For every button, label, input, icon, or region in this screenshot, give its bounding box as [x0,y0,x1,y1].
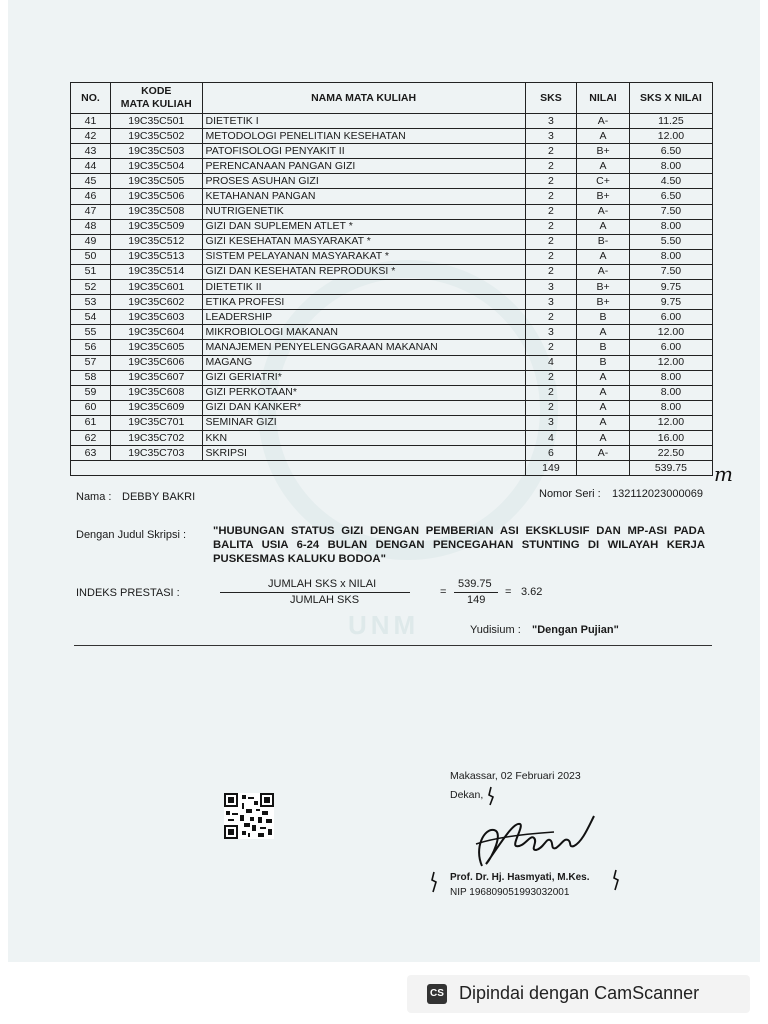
cell-sks-x-nilai: 12.00 [629,415,712,430]
ip-label: INDEKS PRESTASI : [76,587,180,599]
cell-sks-x-nilai: 6.50 [629,189,712,204]
cell-kode: 19C35C512 [110,234,202,249]
cell-no: 48 [71,219,111,234]
cell-sks: 2 [525,400,577,415]
cell-nama: METODOLOGI PENELITIAN KESEHATAN [202,129,525,144]
cell-nama: NUTRIGENETIK [202,204,525,219]
cell-no: 56 [71,340,111,355]
cell-no: 57 [71,355,111,370]
paraf-mark-3 [610,868,622,892]
ip-equals-2: = [505,586,512,598]
table-row [71,204,713,219]
table-row [71,159,713,174]
table-row [71,310,713,325]
cell-nama: PERENCANAAN PANGAN GIZI [202,159,525,174]
cell-nilai: A- [577,204,630,219]
header-no: NO. [71,83,111,114]
cell-kode: 19C35C513 [110,249,202,264]
cell-kode: 19C35C509 [110,219,202,234]
cell-kode: 19C35C607 [110,370,202,385]
cell-no: 58 [71,370,111,385]
cell-sks-x-nilai: 8.00 [629,249,712,264]
cell-sks: 2 [525,144,577,159]
cell-nama: GIZI DAN KANKER* [202,400,525,415]
dean-role: Dekan, [450,789,484,801]
cell-sks-x-nilai: 12.00 [629,129,712,144]
dean-signature [464,808,604,872]
place-date: Makassar, 02 Februari 2023 [450,770,581,782]
separator-line [74,645,712,646]
table-row [71,340,713,355]
cell-kode: 19C35C504 [110,159,202,174]
cell-kode: 19C35C608 [110,385,202,400]
header-kode-line1: KODE [141,85,172,97]
cell-nama: PATOFISOLOGI PENYAKIT II [202,144,525,159]
ip-denominator-label: JUMLAH SKS [290,594,360,606]
cell-nama: GIZI KESEHATAN MASYARAKAT * [202,234,525,249]
cell-sks: 3 [525,325,577,340]
cell-kode: 19C35C604 [110,325,202,340]
cell-no: 54 [71,310,111,325]
cell-sks-x-nilai: 5.50 [629,234,712,249]
cell-nama: LEADERSHIP [202,310,525,325]
cell-no: 61 [71,415,111,430]
cell-sks: 2 [525,249,577,264]
header-sks-x-nilai: SKS X NILAI [629,83,712,114]
cell-no: 46 [71,189,111,204]
cell-no: 55 [71,325,111,340]
thesis-label: Dengan Judul Skripsi : [76,529,187,541]
table-header-row [71,83,713,114]
cell-sks-x-nilai: 11.25 [629,114,712,129]
table-row [71,129,713,144]
camscanner-label: Dipindai dengan CamScanner [459,983,700,1003]
cell-nama: ETIKA PROFESI [202,295,525,310]
cell-kode: 19C35C701 [110,415,202,430]
cell-nama: SKRIPSI [202,446,525,461]
cell-sks-x-nilai: 4.50 [629,174,712,189]
cell-sks: 2 [525,219,577,234]
cell-no: 44 [71,159,111,174]
table-row [71,385,713,400]
dean-name: Prof. Dr. Hj. Hasmyati, M.Kes. [450,872,590,883]
paraf-mark-1 [485,785,497,807]
cell-sks: 2 [525,189,577,204]
paraf-mark-2 [428,870,440,894]
thesis-title: "HUBUNGAN STATUS GIZI DENGAN PEMBERIAN ASI EKSKLUSIF DAN MP-ASI PADA BALITA USIA 6-24 BULAN DENGAN PENCEGAHAN STUNTING DI WILAYAH KERJA PUSKESMAS KALUKU BODOA" [213,525,705,565]
total-sks-x-nilai: 539.75 [629,461,712,476]
cell-nilai: A [577,219,630,234]
cell-no: 51 [71,264,111,279]
cell-sks-x-nilai: 9.75 [629,295,712,310]
cell-no: 41 [71,114,111,129]
cell-sks: 3 [525,295,577,310]
cell-sks: 2 [525,370,577,385]
cell-sks: 2 [525,159,577,174]
cell-nilai: C+ [577,174,630,189]
cell-sks-x-nilai: 6.00 [629,340,712,355]
yudisium-value: "Dengan Pujian" [532,624,619,636]
table-row [71,295,713,310]
cell-sks: 2 [525,174,577,189]
table-row [71,430,713,445]
grades-table [70,82,713,476]
cell-kode: 19C35C603 [110,310,202,325]
cell-sks: 2 [525,204,577,219]
cell-no: 43 [71,144,111,159]
cell-kode: 19C35C602 [110,295,202,310]
table-total-row [71,461,713,476]
cell-kode: 19C35C703 [110,446,202,461]
cell-nilai: A- [577,446,630,461]
cell-sks-x-nilai: 6.00 [629,310,712,325]
header-nilai: NILAI [577,83,630,114]
cell-kode: 19C35C501 [110,114,202,129]
table-row [71,325,713,340]
cell-nilai: A [577,325,630,340]
table-row [71,264,713,279]
cell-nilai: B+ [577,189,630,204]
total-nilai-blank [577,461,630,476]
cell-no: 52 [71,280,111,295]
serial-label: Nomor Seri : [539,488,601,500]
cell-nilai: B [577,310,630,325]
serial-number: 132112023000069 [612,488,703,500]
cell-no: 45 [71,174,111,189]
cell-kode: 19C35C502 [110,129,202,144]
table-row [71,446,713,461]
cell-sks: 2 [525,234,577,249]
cell-nilai: A [577,159,630,174]
watermark-text: UNM [348,610,420,640]
camscanner-badge [407,975,750,1013]
student-name: DEBBY BAKRI [122,491,196,503]
table-row [71,219,713,234]
table-row [71,355,713,370]
total-sks: 149 [525,461,577,476]
cell-nilai: B- [577,234,630,249]
cell-nama: DIETETIK II [202,280,525,295]
cell-sks-x-nilai: 8.00 [629,385,712,400]
cell-sks-x-nilai: 12.00 [629,325,712,340]
cell-kode: 19C35C702 [110,430,202,445]
cell-nama: MIKROBIOLOGI MAKANAN [202,325,525,340]
cell-sks: 3 [525,114,577,129]
cell-kode: 19C35C503 [110,144,202,159]
cell-sks: 2 [525,385,577,400]
total-blank-cell [71,461,526,476]
cell-no: 42 [71,129,111,144]
cell-nama: SEMINAR GIZI [202,415,525,430]
cell-kode: 19C35C601 [110,280,202,295]
cell-sks: 3 [525,129,577,144]
cell-kode: 19C35C505 [110,174,202,189]
table-row [71,189,713,204]
cell-no: 63 [71,446,111,461]
student-name-label: Nama : [76,491,112,503]
cell-nama: KKN [202,430,525,445]
cell-nilai: A- [577,114,630,129]
cell-sks: 4 [525,355,577,370]
cell-nilai: A- [577,264,630,279]
cell-sks-x-nilai: 7.50 [629,204,712,219]
cell-nilai: A [577,370,630,385]
cell-sks-x-nilai: 22.50 [629,446,712,461]
cell-sks-x-nilai: 8.00 [629,370,712,385]
table-row [71,370,713,385]
cell-sks-x-nilai: 8.00 [629,400,712,415]
cell-kode: 19C35C514 [110,264,202,279]
cell-sks-x-nilai: 8.00 [629,219,712,234]
cell-kode: 19C35C609 [110,400,202,415]
table-row [71,174,713,189]
header-nama: NAMA MATA KULIAH [202,83,525,114]
cell-no: 49 [71,234,111,249]
cell-nama: GIZI DAN KESEHATAN REPRODUKSI * [202,264,525,279]
table-row [71,400,713,415]
cell-sks-x-nilai: 6.50 [629,144,712,159]
cell-nilai: A [577,430,630,445]
cell-kode: 19C35C508 [110,204,202,219]
ip-equals-1: = [440,586,447,598]
cell-kode: 19C35C506 [110,189,202,204]
margin-initial-mark: m [714,462,733,486]
cell-nama: MANAJEMEN PENYELENGGARAAN MAKANAN [202,340,525,355]
table-row [71,234,713,249]
cell-nama: SISTEM PELAYANAN MASYARAKAT * [202,249,525,264]
cell-no: 50 [71,249,111,264]
cell-sks-x-nilai: 9.75 [629,280,712,295]
cell-nama: GIZI PERKOTAAN* [202,385,525,400]
cell-sks: 2 [525,310,577,325]
cell-no: 53 [71,295,111,310]
ip-fraction-line [220,592,410,593]
table-row [71,249,713,264]
cell-no: 47 [71,204,111,219]
header-kode [110,83,202,114]
header-sks: SKS [525,83,577,114]
cell-nilai: B [577,340,630,355]
cell-nilai: A [577,400,630,415]
cell-sks-x-nilai: 8.00 [629,159,712,174]
cell-nilai: A [577,249,630,264]
cell-nilai: B+ [577,280,630,295]
ip-result: 3.62 [521,586,543,598]
cell-sks: 2 [525,264,577,279]
cell-no: 62 [71,430,111,445]
cell-no: 60 [71,400,111,415]
cell-sks-x-nilai: 7.50 [629,264,712,279]
table-body [71,114,713,461]
ip-value-fraction-line [454,592,498,593]
ip-numerator-value: 539.75 [458,578,492,590]
cell-nama: GIZI GERIATRI* [202,370,525,385]
table-row [71,144,713,159]
cell-nama: PROSES ASUHAN GIZI [202,174,525,189]
cell-nama: DIETETIK I [202,114,525,129]
cell-sks: 6 [525,446,577,461]
cell-nilai: B [577,355,630,370]
table-row [71,114,713,129]
header-kode-line2: MATA KULIAH [120,98,192,110]
cell-nilai: A [577,129,630,144]
table-row [71,280,713,295]
cell-no: 59 [71,385,111,400]
cell-sks: 3 [525,415,577,430]
table-row [71,415,713,430]
camscanner-icon: CS [427,984,447,1004]
cell-nilai: A [577,385,630,400]
cell-sks: 4 [525,430,577,445]
cell-nama: GIZI DAN SUPLEMEN ATLET * [202,219,525,234]
cell-nilai: B+ [577,295,630,310]
dean-nip: NIP 196809051993032001 [450,887,570,898]
cell-nilai: A [577,415,630,430]
cell-kode: 19C35C606 [110,355,202,370]
qr-code [224,793,274,839]
ip-numerator-label: JUMLAH SKS x NILAI [268,578,377,590]
cell-sks: 2 [525,340,577,355]
cell-sks-x-nilai: 16.00 [629,430,712,445]
cell-sks: 3 [525,280,577,295]
cell-sks-x-nilai: 12.00 [629,355,712,370]
yudisium-label: Yudisium : [470,624,521,636]
ip-denominator-value: 149 [467,594,486,606]
cell-nama: KETAHANAN PANGAN [202,189,525,204]
cell-nilai: B+ [577,144,630,159]
cell-nama: MAGANG [202,355,525,370]
cell-kode: 19C35C605 [110,340,202,355]
